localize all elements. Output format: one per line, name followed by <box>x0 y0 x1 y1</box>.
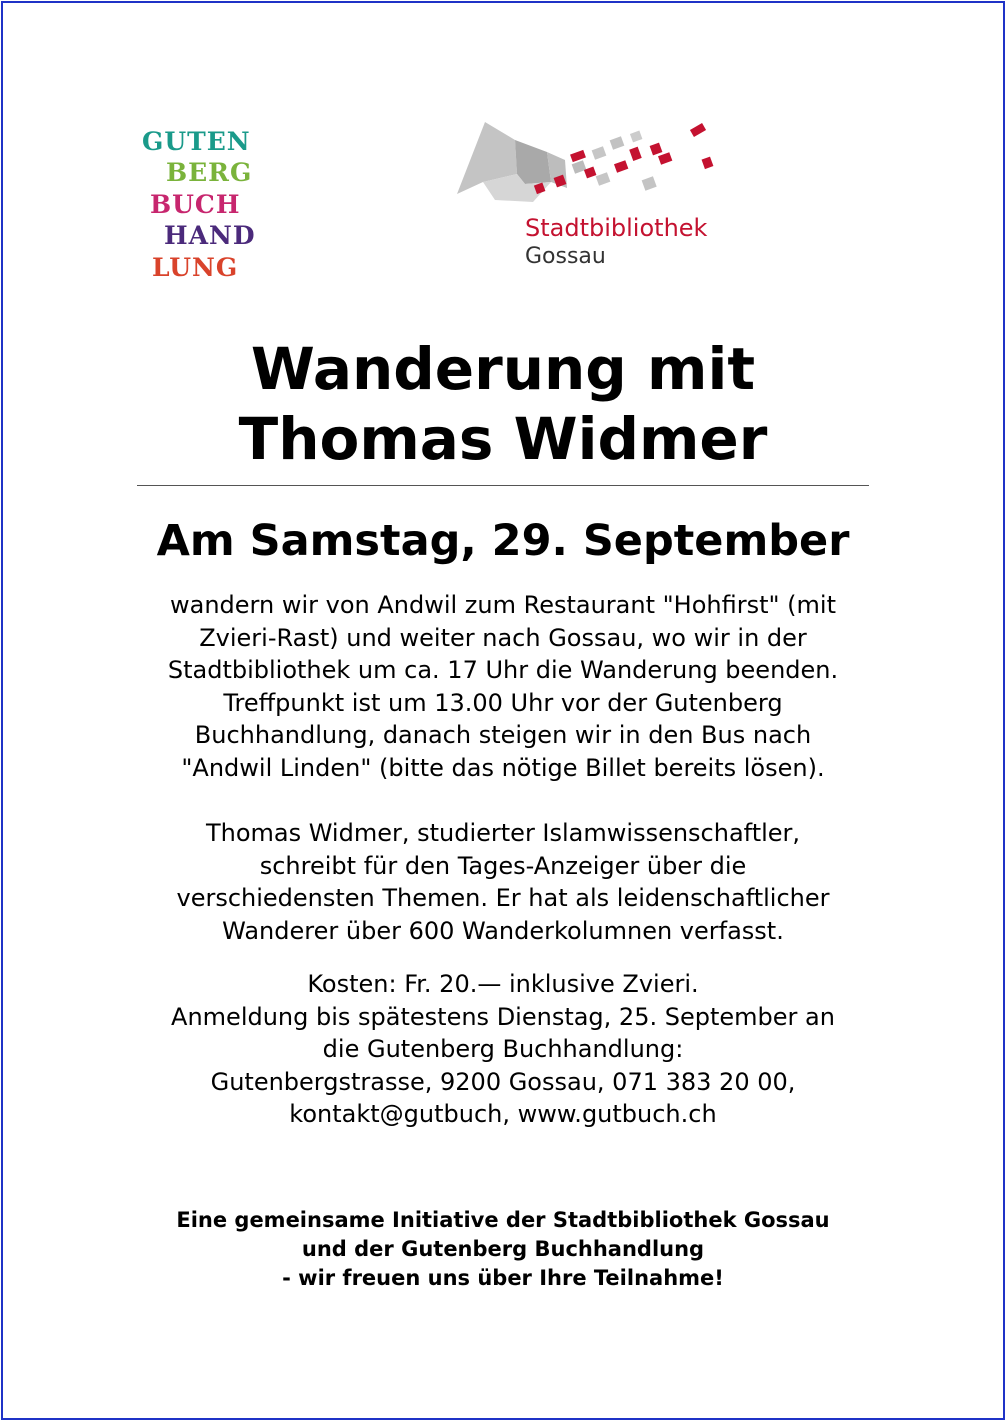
gutenberg-buchhandlung-logo <box>140 126 270 286</box>
open-book-icon <box>455 118 725 214</box>
route-description <box>0 589 1006 785</box>
text-line: Stadtbibliothek um ca. 17 Uhr die Wanderung beenden. <box>167 656 839 685</box>
text-line: Wanderer über 600 Wanderkolumnen verfasst. <box>222 916 784 945</box>
text-line: wandern wir von Andwil zum Restaurant "Hohfirst" (mit <box>169 591 836 619</box>
text-line: Zvieri-Rast) und weiter nach Gossau, wo wir in der <box>199 623 807 652</box>
title-divider <box>137 485 869 486</box>
event-date-heading: Am Samstag, 29. September <box>156 516 850 566</box>
logo-line-hand: HAND <box>164 221 256 250</box>
text-line: Thomas Widmer, studierter Islamwissenschaftler, <box>205 819 801 847</box>
stadtbibliothek-logo <box>455 118 725 278</box>
text-line: Anmeldung bis spätestens Dienstag, 25. September an <box>171 1002 835 1031</box>
initiative-footer <box>0 1206 1006 1293</box>
footer-line: Eine gemeinsame Initiative der Stadtbibliothek Gossau <box>176 1208 830 1232</box>
text-line: schreibt für den Tages-Anzeiger über die <box>259 851 747 880</box>
title-line-2: Thomas Widmer <box>238 405 768 473</box>
logo-line-berg: BERG <box>166 158 253 187</box>
title-line-1: Wanderung mit <box>250 335 756 403</box>
stadtbibliothek-place: Gossau <box>525 244 606 269</box>
registration-info <box>0 968 1006 1131</box>
text-line: Gutenbergstrasse, 9200 Gossau, 071 383 20 00, <box>210 1067 796 1096</box>
stadtbibliothek-name: Stadtbibliothek <box>525 214 708 242</box>
page-title <box>0 334 1006 474</box>
logo-line-buch: BUCH <box>150 190 241 219</box>
text-line: "Andwil Linden" (bitte das nötige Billet bereits lösen). <box>181 753 825 782</box>
footer-line: und der Gutenberg Buchhandlung <box>301 1237 705 1261</box>
footer-line: - wir freuen uns über Ihre Teilnahme! <box>282 1266 724 1290</box>
logo-line-lung: LUNG <box>152 253 239 282</box>
text-line: die Gutenberg Buchhandlung: <box>322 1035 684 1064</box>
text-line: Buchhandlung, danach steigen wir in den Bus nach <box>194 721 812 750</box>
text-line: Kosten: Fr. 20.— inklusive Zvieri. <box>307 970 699 998</box>
text-line: Treffpunkt ist um 13.00 Uhr vor der Gutenberg <box>223 688 783 717</box>
logo-line-guten: GUTEN <box>142 127 251 156</box>
contact-line: kontakt@gutbuch, www.gutbuch.ch <box>289 1100 717 1129</box>
text-line: verschiedensten Themen. Er hat als leidenschaftlicher <box>176 884 830 913</box>
author-bio <box>0 817 1006 947</box>
